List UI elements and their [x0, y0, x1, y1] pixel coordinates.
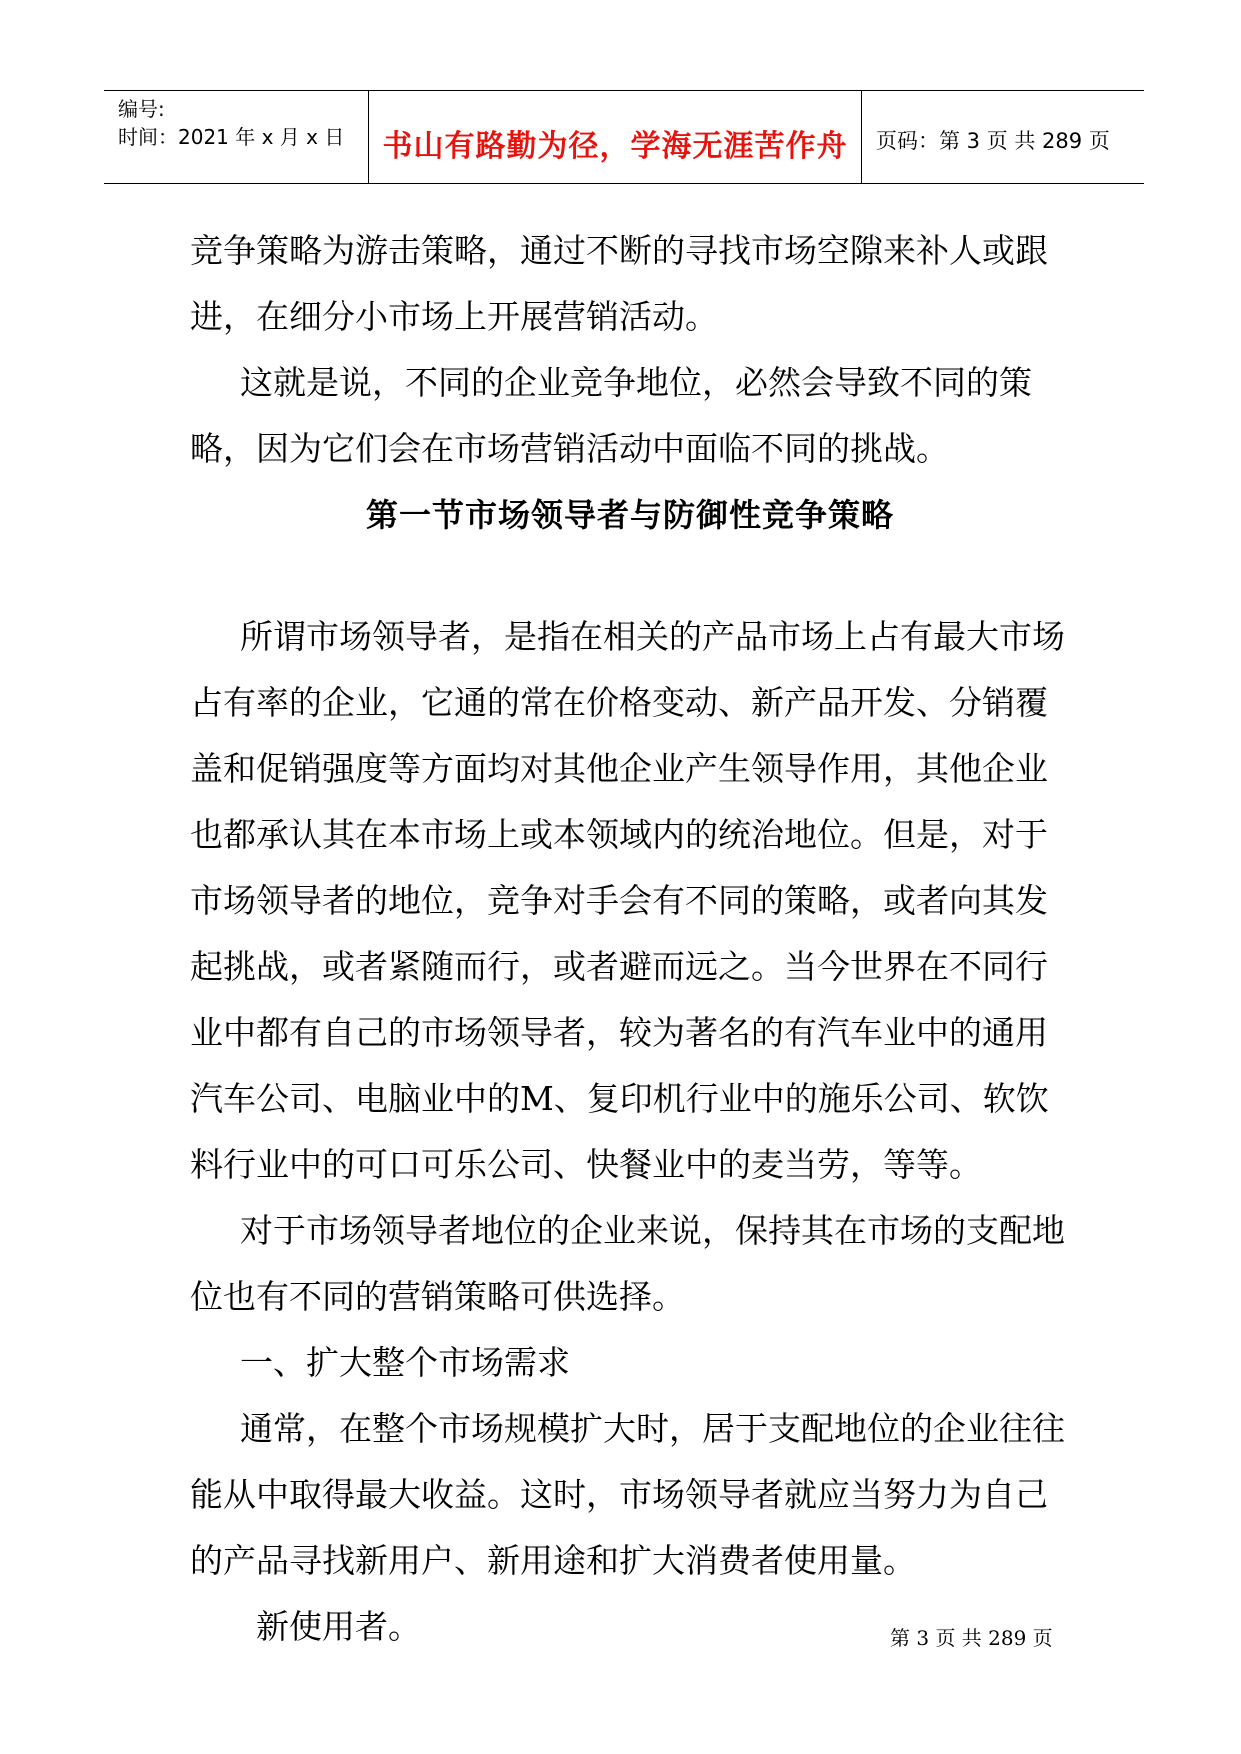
page-header [104, 90, 1144, 184]
header-middle-cell [368, 91, 862, 183]
header-motto: 书山有路勤为径，学海无涯苦作舟 [382, 129, 848, 164]
document-body [190, 218, 1070, 1660]
serial-number-label: 编号: [118, 97, 165, 121]
paragraph-6: 通常，在整个市场规模扩大时，居于支配地位的企业往往能从中取得最大收益。这时，市场领导者就应当努力为自己的产品寻找新用户、新用途和扩大消费者使用量。 [190, 1409, 1065, 1580]
paragraph-3: 所谓市场领导者，是指在相关的产品市场上占有最大市场占有率的企业，它通的常在价格变动、新产品开发、分销覆盖和促销强度等方面均对其他企业产生领导作用，其他企业也都承认其在本市场上或本领域内的统治地位。但是，对于市场领导者的地位，竞争对手会有不同的策略，或者向其发起挑战，或者紧随而行，或者避而远之。当今世界在不同行业中都有自己的市场领导者，较为著名的有汽车业中的通用汽车公司、电脑业中的M、复印机行业中的施乐公司、软饮料行业中的可口可乐公司、快餐业中的麦当劳，等等。 [190, 617, 1065, 1184]
header-page-number: 页码：第 3 页 共 289 页 [876, 129, 1110, 153]
header-left-cell [104, 91, 368, 183]
paragraph-7: 新使用者。 [256, 1607, 421, 1646]
paragraph-1: 竞争策略为游击策略，通过不断的寻找市场空隙来补人或跟进，在细分小市场上开展营销活动。 [190, 231, 1048, 336]
date-label: 时间：2021 年 x 月 x 日 [118, 125, 345, 149]
paragraph-2: 这就是说，不同的企业竞争地位，必然会导致不同的策略，因为它们会在市场营销活动中面临不同的挑战。 [190, 363, 1032, 468]
section-heading: 第一节市场领导者与防御性竞争策略 [365, 496, 894, 534]
paragraph-4: 对于市场领导者地位的企业来说，保持其在市场的支配地位也有不同的营销策略可供选择。 [190, 1211, 1065, 1316]
subheading-expand-demand: 一、扩大整个市场需求 [240, 1343, 570, 1382]
page-footer: 第 3 页 共 289 页 [890, 1626, 1053, 1650]
header-right-cell [862, 91, 1144, 183]
